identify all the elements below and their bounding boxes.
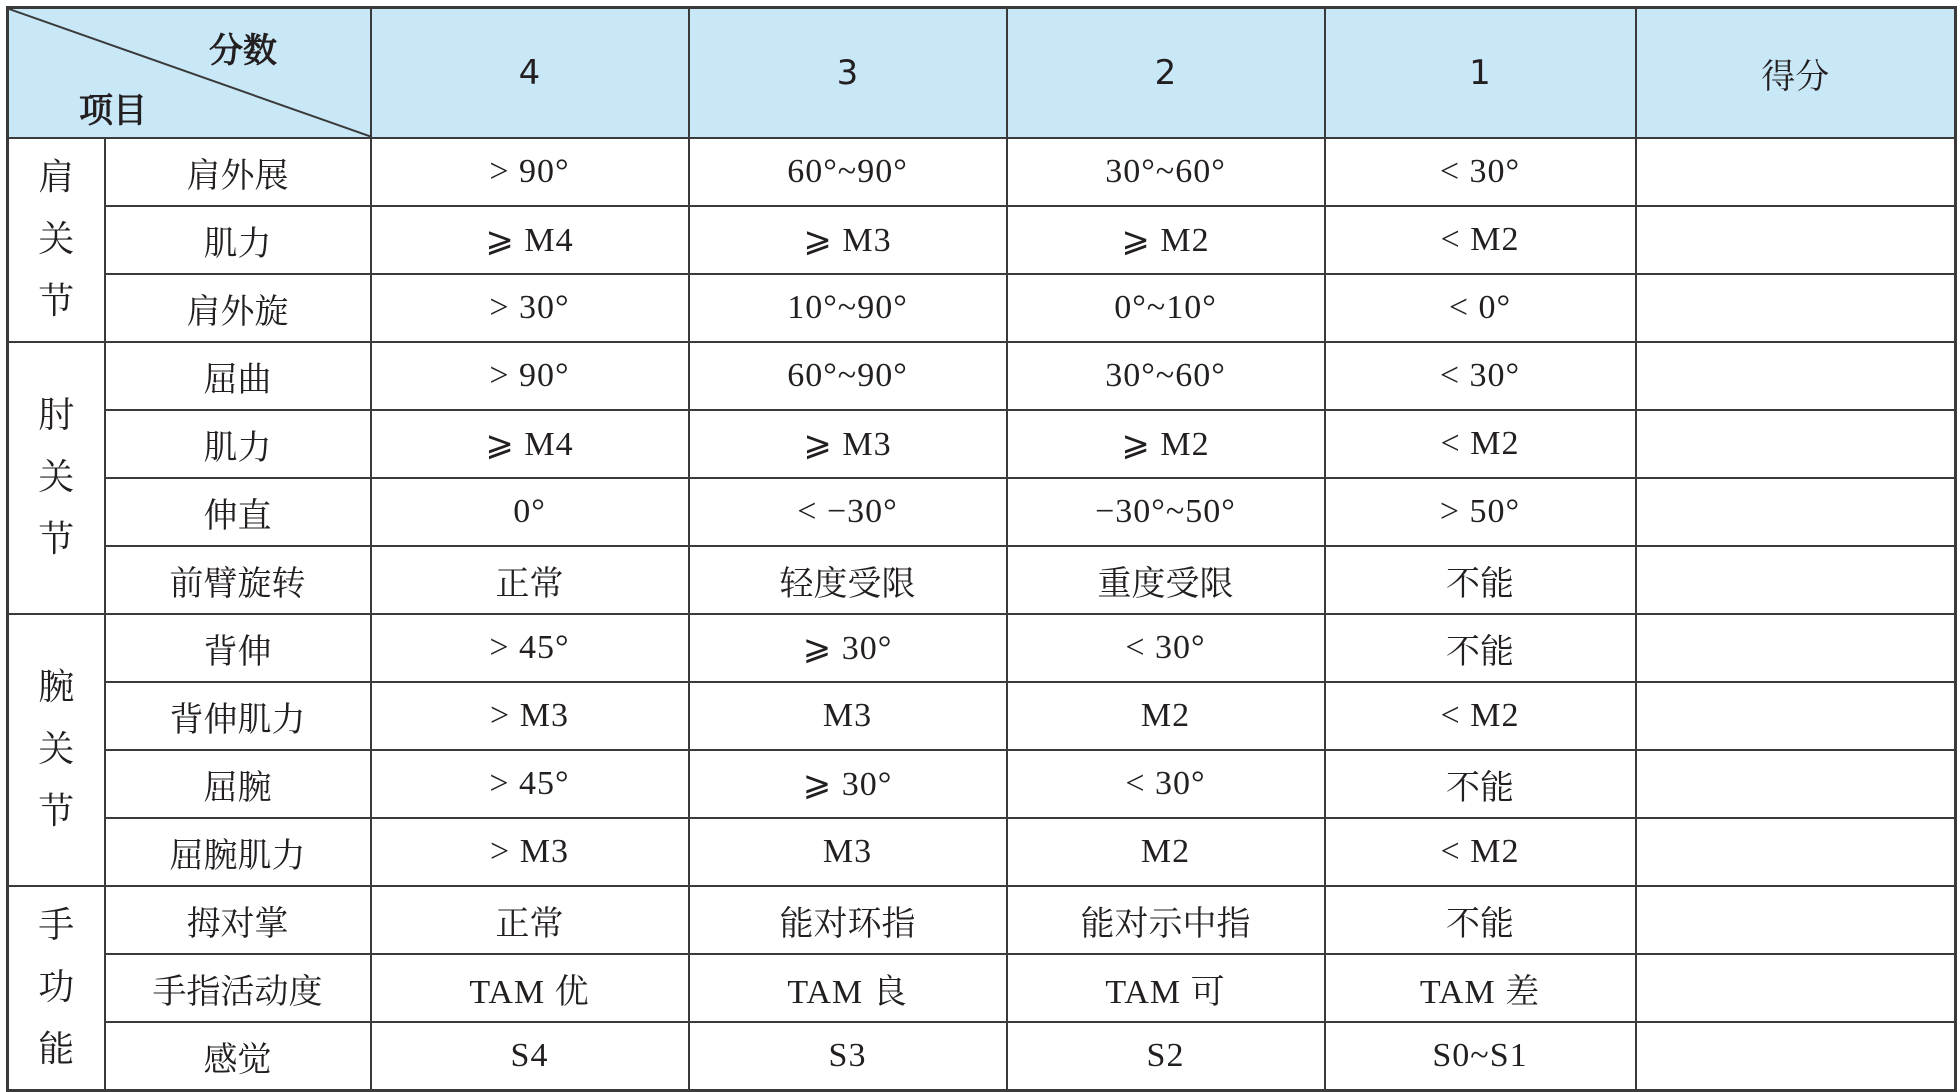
score-2-cell: < 30° xyxy=(1007,750,1325,818)
table-row xyxy=(8,750,1956,818)
score-header-1: 1 xyxy=(1325,8,1636,139)
item-axis-label: 项目 xyxy=(79,91,147,131)
table-row xyxy=(8,682,1956,750)
score-3-cell: ⩾ M3 xyxy=(689,206,1007,274)
score-2-cell: M2 xyxy=(1007,818,1325,886)
score-3-cell: TAM 良 xyxy=(689,954,1007,1022)
score-4-cell: > 90° xyxy=(371,138,689,206)
score-header-3: 3 xyxy=(689,8,1007,139)
score-header-4: 4 xyxy=(371,8,689,139)
item-cell: 肩外展 xyxy=(105,138,371,206)
score-1-cell: < 0° xyxy=(1325,274,1636,342)
score-3-cell: 轻度受限 xyxy=(689,546,1007,614)
score-4-cell: 正常 xyxy=(371,886,689,954)
score-2-cell: ⩾ M2 xyxy=(1007,410,1325,478)
item-cell: 屈腕 xyxy=(105,750,371,818)
score-1-cell: < 30° xyxy=(1325,138,1636,206)
score-2-cell: S2 xyxy=(1007,1022,1325,1091)
score-2-cell: TAM 可 xyxy=(1007,954,1325,1022)
item-cell: 前臂旋转 xyxy=(105,546,371,614)
score-axis-label: 分数 xyxy=(209,31,277,71)
score-2-cell: −30°~50° xyxy=(1007,478,1325,546)
score-2-cell: ⩾ M2 xyxy=(1007,206,1325,274)
score-4-cell: > 90° xyxy=(371,342,689,410)
score-4-cell: > M3 xyxy=(371,818,689,886)
score-3-cell: M3 xyxy=(689,818,1007,886)
score-1-cell: < M2 xyxy=(1325,206,1636,274)
diagonal-line xyxy=(9,9,371,137)
score-1-cell: S0~S1 xyxy=(1325,1022,1636,1091)
item-cell: 肩外旋 xyxy=(105,274,371,342)
result-header: 得分 xyxy=(1636,8,1956,139)
score-1-cell: 不能 xyxy=(1325,614,1636,682)
result-cell[interactable] xyxy=(1636,206,1956,274)
table-row xyxy=(8,138,1956,206)
item-cell: 屈曲 xyxy=(105,342,371,410)
table-row xyxy=(8,818,1956,886)
table-row xyxy=(8,1022,1956,1091)
score-table xyxy=(6,6,1957,1092)
score-3-cell: S3 xyxy=(689,1022,1007,1091)
score-2-cell: 30°~60° xyxy=(1007,138,1325,206)
score-3-cell: ⩾ 30° xyxy=(689,750,1007,818)
score-4-cell: 正常 xyxy=(371,546,689,614)
score-4-cell: S4 xyxy=(371,1022,689,1091)
score-4-cell: > M3 xyxy=(371,682,689,750)
score-1-cell: < M2 xyxy=(1325,410,1636,478)
score-3-cell: ⩾ 30° xyxy=(689,614,1007,682)
score-1-cell: < 30° xyxy=(1325,342,1636,410)
score-4-cell: > 45° xyxy=(371,614,689,682)
score-2-cell: M2 xyxy=(1007,682,1325,750)
table-row xyxy=(8,546,1956,614)
item-cell: 肌力 xyxy=(105,206,371,274)
item-cell: 拇对掌 xyxy=(105,886,371,954)
score-3-cell: 能对环指 xyxy=(689,886,1007,954)
result-cell[interactable] xyxy=(1636,886,1956,954)
score-3-cell: < −30° xyxy=(689,478,1007,546)
item-cell: 屈腕肌力 xyxy=(105,818,371,886)
score-2-cell: 0°~10° xyxy=(1007,274,1325,342)
result-cell[interactable] xyxy=(1636,138,1956,206)
item-cell: 背伸 xyxy=(105,614,371,682)
item-cell: 肌力 xyxy=(105,410,371,478)
result-cell[interactable] xyxy=(1636,1022,1956,1091)
score-1-cell: 不能 xyxy=(1325,750,1636,818)
score-4-cell: 0° xyxy=(371,478,689,546)
score-3-cell: 60°~90° xyxy=(689,138,1007,206)
result-cell[interactable] xyxy=(1636,478,1956,546)
item-cell: 感觉 xyxy=(105,1022,371,1091)
group-label-shoulder: 肩 关 节 xyxy=(8,138,105,342)
score-header-2: 2 xyxy=(1007,8,1325,139)
table-row xyxy=(8,274,1956,342)
result-cell[interactable] xyxy=(1636,682,1956,750)
group-label-elbow: 肘 关 节 xyxy=(8,342,105,614)
table-row xyxy=(8,886,1956,954)
diagonal-header-cell xyxy=(8,8,371,139)
item-cell: 手指活动度 xyxy=(105,954,371,1022)
score-2-cell: 重度受限 xyxy=(1007,546,1325,614)
score-3-cell: M3 xyxy=(689,682,1007,750)
header-row xyxy=(8,8,1956,139)
group-label-wrist: 腕 关 节 xyxy=(8,614,105,886)
score-1-cell: > 50° xyxy=(1325,478,1636,546)
score-1-cell: 不能 xyxy=(1325,546,1636,614)
result-cell[interactable] xyxy=(1636,818,1956,886)
result-cell[interactable] xyxy=(1636,274,1956,342)
result-cell[interactable] xyxy=(1636,546,1956,614)
result-cell[interactable] xyxy=(1636,750,1956,818)
score-4-cell: > 30° xyxy=(371,274,689,342)
table-row xyxy=(8,954,1956,1022)
score-4-cell: ⩾ M4 xyxy=(371,206,689,274)
score-4-cell: TAM 优 xyxy=(371,954,689,1022)
score-3-cell: ⩾ M3 xyxy=(689,410,1007,478)
table-row xyxy=(8,478,1956,546)
score-4-cell: ⩾ M4 xyxy=(371,410,689,478)
score-2-cell: 能对示中指 xyxy=(1007,886,1325,954)
score-2-cell: 30°~60° xyxy=(1007,342,1325,410)
table-row xyxy=(8,614,1956,682)
score-1-cell: < M2 xyxy=(1325,682,1636,750)
result-cell[interactable] xyxy=(1636,614,1956,682)
score-table-container xyxy=(6,6,1954,1082)
group-label-hand: 手 功 能 xyxy=(8,886,105,1091)
table-row xyxy=(8,410,1956,478)
score-3-cell: 10°~90° xyxy=(689,274,1007,342)
score-2-cell: < 30° xyxy=(1007,614,1325,682)
score-4-cell: > 45° xyxy=(371,750,689,818)
result-cell[interactable] xyxy=(1636,954,1956,1022)
table-row xyxy=(8,206,1956,274)
score-1-cell: TAM 差 xyxy=(1325,954,1636,1022)
result-cell[interactable] xyxy=(1636,342,1956,410)
score-3-cell: 60°~90° xyxy=(689,342,1007,410)
table-row xyxy=(8,342,1956,410)
score-1-cell: < M2 xyxy=(1325,818,1636,886)
score-1-cell: 不能 xyxy=(1325,886,1636,954)
item-cell: 伸直 xyxy=(105,478,371,546)
item-cell: 背伸肌力 xyxy=(105,682,371,750)
result-cell[interactable] xyxy=(1636,410,1956,478)
